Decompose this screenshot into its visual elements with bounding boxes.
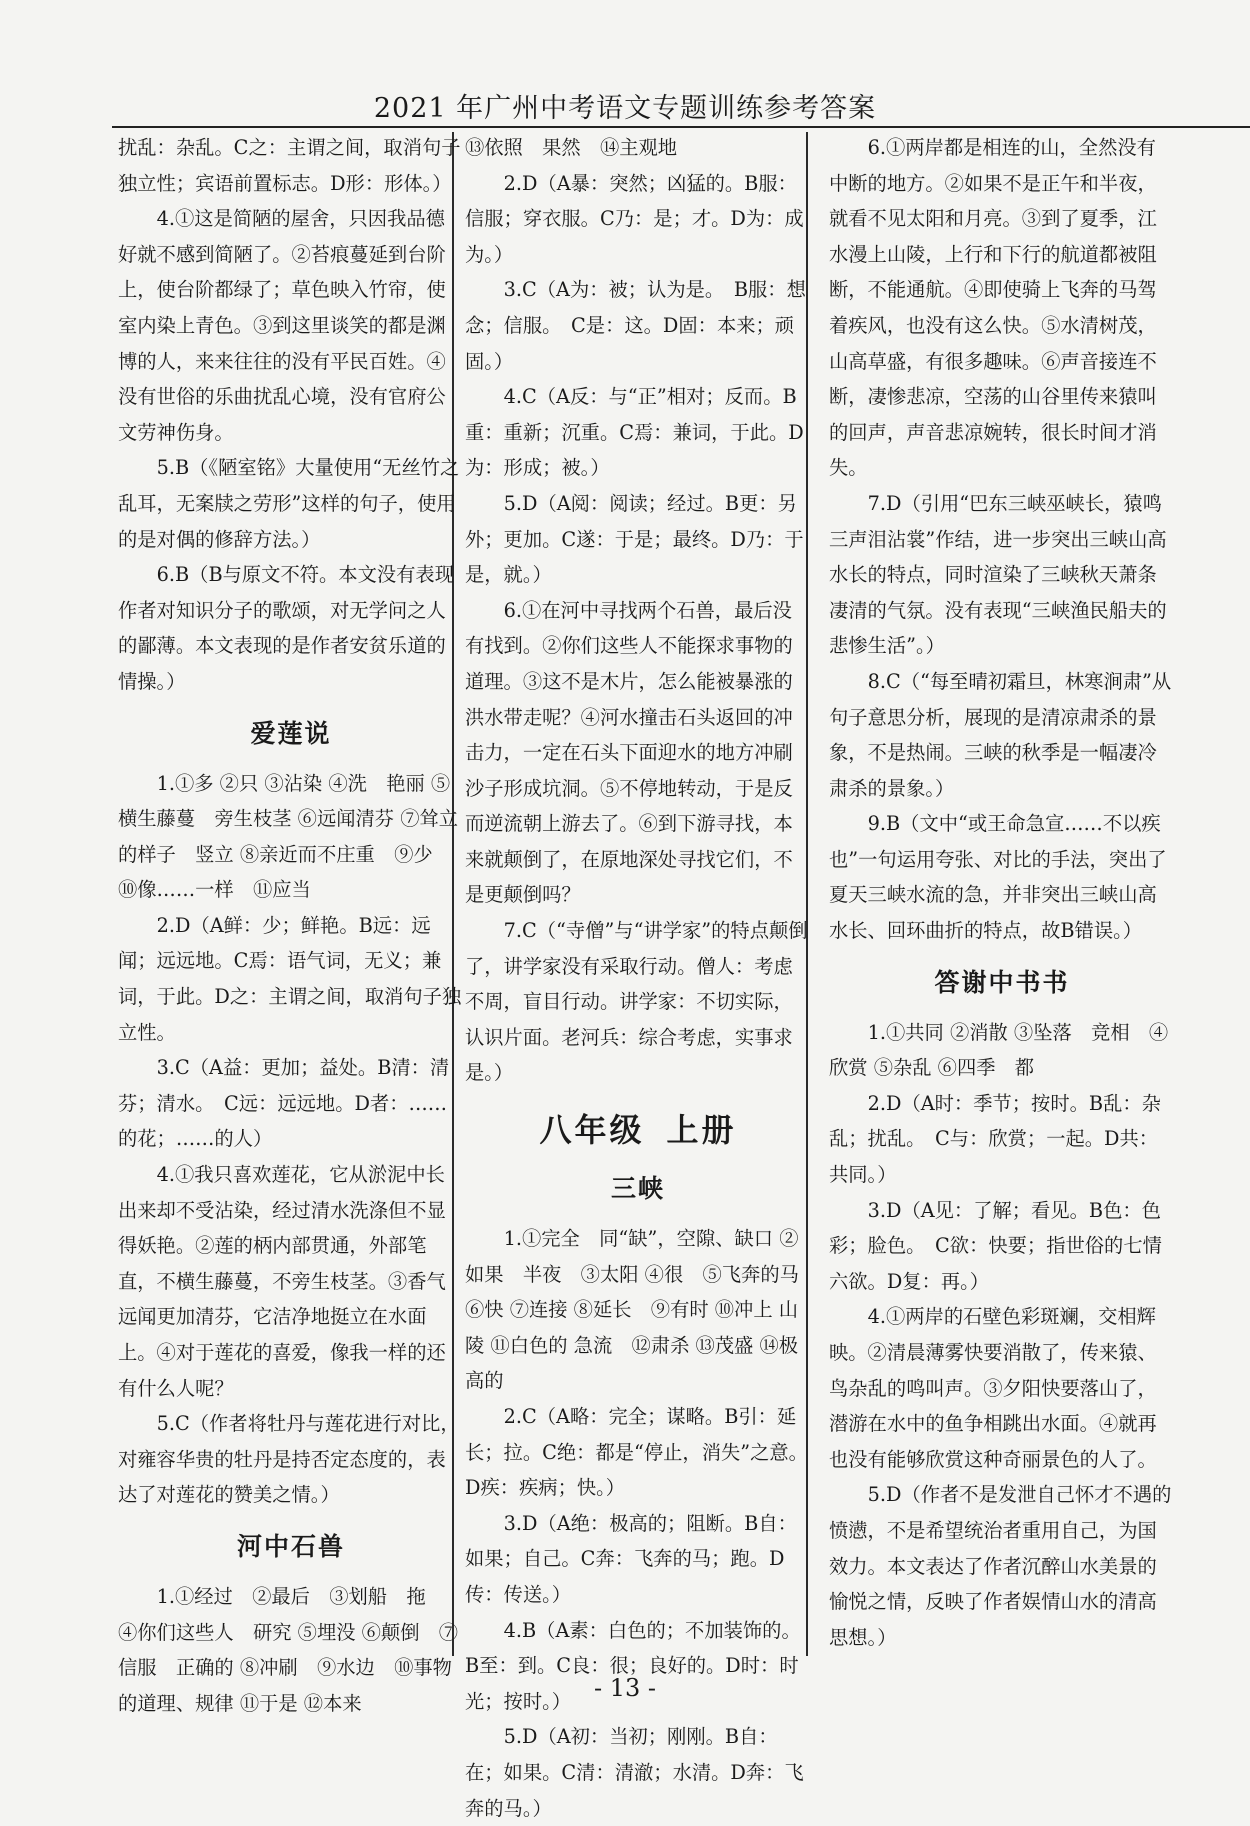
header-rule bbox=[112, 126, 1250, 128]
paragraph: 6.①两岸都是相连的山，全然没有中断的地方。②如果不是正午和半夜，就看不见太阳和月亮。③到了夏季，江水漫上山陵，上行和下行的航道都被阻断，不能通航。④即使骑上飞奔的马驾着疾风，也没有这么快。⑤水清树茂，山高草盛，有很多趣味。⑥声音接连不断，凄惨悲凉，空荡的山谷里传来猿叫的回声，声音悲凉婉转，很长时间才消失。 bbox=[829, 136, 1157, 480]
paragraph: 5.D（A阅：阅读；经过。B更：另外；更加。C遂：于是；最终。D乃：于是，就。） bbox=[465, 491, 804, 587]
paragraph: 7.D（引用“巴东三峡巫峡长，猿鸣三声泪沾裳”作结，进一步突出三峡山高水长的特点，同时渲染了三峡秋天萧条凄清的气氛。没有表现“三峡渔民船夫的悲惨生活”。） bbox=[829, 491, 1167, 658]
column-3 bbox=[829, 130, 1175, 1655]
paragraph: 4.B（A素：白色的；不加装饰的。B至：到。C良：很；良好的。D时：时光；按时。） bbox=[465, 1618, 801, 1713]
paragraph: 7.C（“寺僧”与“讲学家”的特点颠倒了，讲学家没有采取行动。僧人：考虑不周，盲目行动。讲学家：不切实际，认识片面。老河兵：综合考虑，实事求是。） bbox=[465, 919, 808, 1085]
page-header: 2021 年广州中考语文专题训练参考答案 bbox=[373, 93, 877, 124]
paragraph: ⑬依照 果然 ⑭主观地 bbox=[465, 136, 678, 159]
paragraph: 8.C（“每至晴初霜旦，林寒涧肃”从句子意思分析，展现的是清凉肃杀的景象，不是热闹。三峡的秋季是一幅凄冷肃杀的景象。） bbox=[829, 669, 1172, 800]
paragraph: 2.C（A略：完全；谋略。B引：延长；拉。C绝：都是“停止，消失”之意。D疾：疾病；快。） bbox=[465, 1405, 808, 1500]
paragraph: 4.C（A反：与“正”相对；反而。B重：重新；沉重。C焉：兼词，于此。D为：形成；被。） bbox=[465, 385, 804, 480]
paragraph: 1.①多 ②只 ③沾染 ④洗 艳丽 ⑤横生藤蔓 旁生枝茎 ⑥远闻清芬 ⑦耸立的样子 竖立 ⑧亲近而不庄重 ⑨少 ⑩像……一样 ⑪应当 bbox=[118, 771, 459, 902]
paragraph: 3.D（A绝：极高的；阻断。B自：如果；自己。C奔：飞奔的马；跑。D传：传送。） bbox=[465, 1511, 797, 1606]
paragraph: 9.B（文中“或王命急宣……不以疾也”一句运用夸张、对比的手法，突出了夏天三峡水流的急，并非突出三峡山高水长、回环曲折的特点，故B错误。） bbox=[829, 812, 1167, 943]
paragraph: 4.①这是简陋的屋舍，只因我品德好就不感到简陋了。②苔痕蔓延到台阶上，使台阶都绿了；草色映入竹帘，使室内染上青色。③到这里谈笑的都是渊博的人，来来往往的没有平民百姓。④没有世俗的乐曲扰乱心境，没有官府公文劳神伤身。 bbox=[118, 207, 446, 444]
paragraph: 5.B（《陋室铭》大量使用“无丝竹之乱耳，无案牍之劳形”这样的句子，使用的是对偶的修辞方法。） bbox=[118, 456, 460, 551]
paragraph: 1.①完全 同“缺”，空隙、缺口 ②如果 半夜 ③太阳 ④很 ⑤飞奔的马 ⑥快 ⑦连接 ⑧延长 ⑨有时 ⑩冲上 山陵 ⑪白色的 急流 ⑫肃杀 ⑬茂盛 ⑭极高的 bbox=[465, 1227, 799, 1393]
paragraph: 4.①两岸的石壁色彩斑斓，交相辉映。②清晨薄雾快要消散了，传来猿、鸟杂乱的鸣叫声。③夕阳快要落山了，潜游在水中的鱼争相跳出水面。④就再也没有能够欣赏这种奇丽景色的人了。 bbox=[829, 1305, 1157, 1471]
section-heading-daxiezhongshushu: 答谢中书书 bbox=[934, 967, 1070, 997]
paragraph: 扰乱：杂乱。C之：主谓之间，取消句子独立性；宾语前置标志。D形：形体。） bbox=[118, 136, 461, 195]
grade-heading-grade: 八年级 bbox=[539, 1111, 645, 1150]
paragraph: 2.D（A鲜：少；鲜艳。B远：远闻；远远地。C焉：语气词，无义；兼词，于此。D之：主谓之间，取消句子独立性。 bbox=[118, 913, 462, 1044]
column-2 bbox=[465, 130, 811, 1826]
paragraph: 3.D（A见：了解；看见。B色：色彩；脸色。 C欲：快要；指世俗的七情六欲。D复：再。） bbox=[829, 1198, 1162, 1293]
section-heading-hezhongshishou: 河中石兽 bbox=[236, 1531, 345, 1561]
paragraph: 5.D（A初：当初；刚刚。B自：在；如果。C清：清澈；水清。D奔：飞奔的马。） bbox=[465, 1725, 804, 1820]
paragraph: 6.①在河中寻找两个石兽，最后没有找到。②你们这些人不能探求事物的道理。③这不是木片，怎么能被暴涨的洪水带走呢？④河水撞击石头返回的冲击力，一定在石头下面迎水的地方冲刷沙子形成坑洞。⑤不停地转动，于是反而逆流朝上游去了。⑥到下游寻找，本来就颠倒了，在原地深处寻找它们，不是更颠倒吗？ bbox=[465, 598, 793, 907]
paragraph: 1.①共同 ②消散 ③坠落 竞相 ④欣赏 ⑤杂乱 ⑥四季 都 bbox=[829, 1020, 1169, 1080]
paragraph: 1.①经过 ②最后 ③划船 拖 ④你们这些人 研究 ⑤埋没 ⑥颠倒 ⑦信服 正确的 ⑧冲刷 ⑨水边 ⑩事物的道理、规律 ⑪于是 ⑫本来 bbox=[118, 1584, 459, 1715]
paragraph: 5.D（作者不是发泄自己怀才不遇的愤懑，不是希望统治者重用自己，为国效力。本文表达了作者沉醉山水美景的愉悦之情，反映了作者娱情山水的清高思想。） bbox=[829, 1483, 1172, 1649]
section-heading-ailianshuo: 爱莲说 bbox=[250, 718, 332, 748]
paragraph: 2.D（A暴：突然；凶猛的。B服：信服；穿衣服。C乃：是；才。D为：成为。） bbox=[465, 171, 804, 266]
paragraph: 5.C（作者将牡丹与莲花进行对比，对雍容华贵的牡丹是持否定态度的，表达了对莲花的赞美之情。） bbox=[118, 1412, 460, 1507]
paragraph: 6.B（B与原文不符。本文没有表现作者对知识分子的歌颂，对无学问之人的鄙薄。本文表现的是作者安贫乐道的情操。） bbox=[118, 563, 454, 693]
paragraph: 3.C（A为：被；认为是。 B服：想念；信服。 C是：这。D固：本来；顽固。） bbox=[465, 278, 806, 373]
paragraph: 4.①我只喜欢莲花，它从淤泥中长出来却不受沾染，经过清水洗涤但不显得妖艳。②莲的柄内部贯通，外部笔直，不横生藤蔓，不旁生枝茎。③香气远闻更加清芬，它洁净地挺立在水面上。④对于莲花的喜爱，像我一样的还有什么人呢？ bbox=[118, 1163, 446, 1400]
column-1 bbox=[118, 130, 464, 1721]
section-heading-sanxia: 三峡 bbox=[610, 1174, 665, 1204]
grade-heading bbox=[465, 1105, 811, 1155]
paragraph: 2.D（A时：季节；按时。B乱：杂乱；扰乱。 C与：欣赏；一起。D共：共同。） bbox=[829, 1091, 1161, 1187]
paragraph: 3.C（A益：更加；益处。B清：清芬；清水。 C远：远远地。D者：……的花；……的人） bbox=[118, 1056, 450, 1151]
grade-heading-volume: 上册 bbox=[666, 1111, 737, 1150]
page-number: - 13 - bbox=[593, 1674, 656, 1702]
